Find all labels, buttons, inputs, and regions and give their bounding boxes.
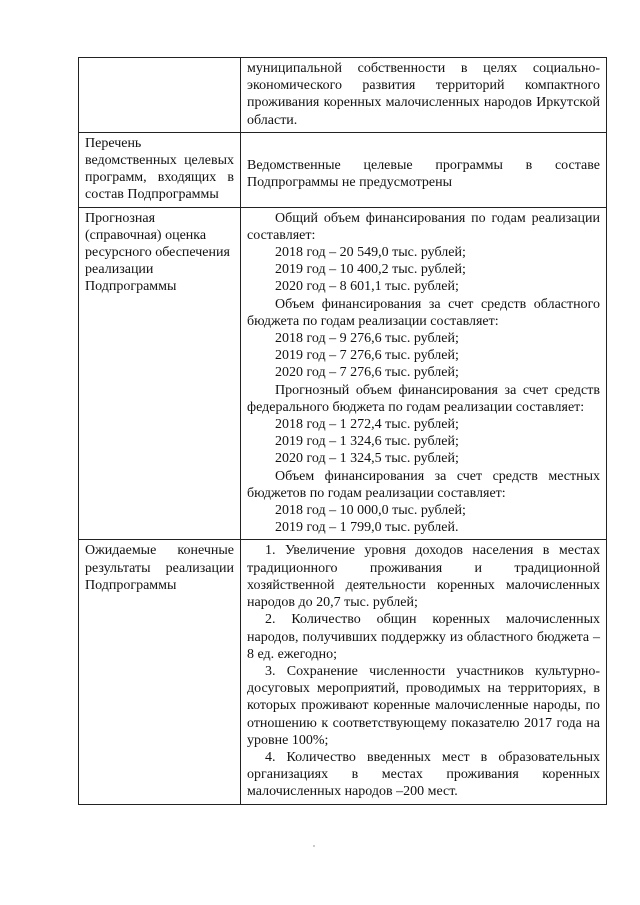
year-line: 2019 год – 10 400,2 тыс. рублей;: [275, 262, 466, 278]
row-label: Ожидаемые конечные результаты реализации Подпрограммы: [79, 540, 241, 804]
federal-funding-intro: Прогнозный объем финансирования за счет средств федерального бюджета по годам реализации составляет:: [247, 382, 600, 415]
year-line: 2018 год – 20 549,0 тыс. рублей;: [275, 245, 466, 261]
result-item: 2. Количество общин коренных малочисленных народов, получивших поддержку из областного бюджета – 8 ед. ежегодно;: [247, 612, 600, 662]
table-row: [79, 207, 607, 540]
year-line: 2018 год – 1 272,4 тыс. рублей;: [275, 417, 459, 433]
row-label: Перечень ведомственных целевых программ, входящих в состав Подпрограммы: [79, 132, 241, 207]
row-content: муниципальной собственности в целях социально-экономического развития территорий компактного проживания коренных малочисленных народов Иркутской области.: [241, 58, 607, 133]
row-content: [241, 540, 607, 804]
table-row: [79, 132, 607, 207]
row-label: [79, 58, 241, 133]
result-item: 3. Сохранение численности участников культурно-досуговых мероприятий, проводимых на территориях, в которых проживают коренные малочисленные народы, по отношению к соответствующему показателю 2017 года на уровне 100%;: [247, 663, 600, 748]
regional-funding-intro: Объем финансирования за счет средств областного бюджета по годам реализации составляет:: [247, 296, 600, 329]
total-funding-intro: Общий объем финансирования по годам реализации составляет:: [247, 210, 600, 243]
row-content: Ведомственные целевые программы в составе Подпрограммы не предусмотрены: [241, 132, 607, 207]
year-line: 2019 год – 7 276,6 тыс. рублей;: [275, 348, 459, 364]
local-funding-intro: Объем финансирования за счет средств местных бюджетов по годам реализации составляет:: [247, 468, 600, 501]
year-line: 2020 год – 7 276,6 тыс. рублей;: [275, 365, 459, 381]
result-item: 4. Количество введенных мест в образовательных организациях в местах проживания коренных малочисленных народов –200 мест.: [247, 749, 600, 800]
year-line: 2018 год – 9 276,6 тыс. рублей;: [275, 331, 459, 347]
year-line: 2020 год – 1 324,5 тыс. рублей;: [275, 451, 459, 467]
year-line: 2018 год – 10 000,0 тыс. рублей;: [275, 503, 466, 519]
year-line: 2019 год – 1 324,6 тыс. рублей;: [275, 434, 459, 450]
result-item: 1. Увеличение уровня доходов населения в местах традиционного проживания и традиционной хозяйственной деятельности коренных малочисленных народов до 20,7 тыс. рублей;: [247, 543, 600, 611]
row-content: [241, 207, 607, 540]
subprogram-passport-table: [78, 57, 607, 805]
scan-speck: [313, 845, 315, 847]
year-line: 2020 год – 8 601,1 тыс. рублей;: [275, 279, 459, 295]
table-row: [79, 58, 607, 133]
year-line: 2019 год – 1 799,0 тыс. рублей.: [275, 520, 459, 536]
row-label: Прогнозная (справочная) оценка ресурсного обеспечения реализации Подпрограммы: [79, 207, 241, 540]
table-row: [79, 540, 607, 804]
